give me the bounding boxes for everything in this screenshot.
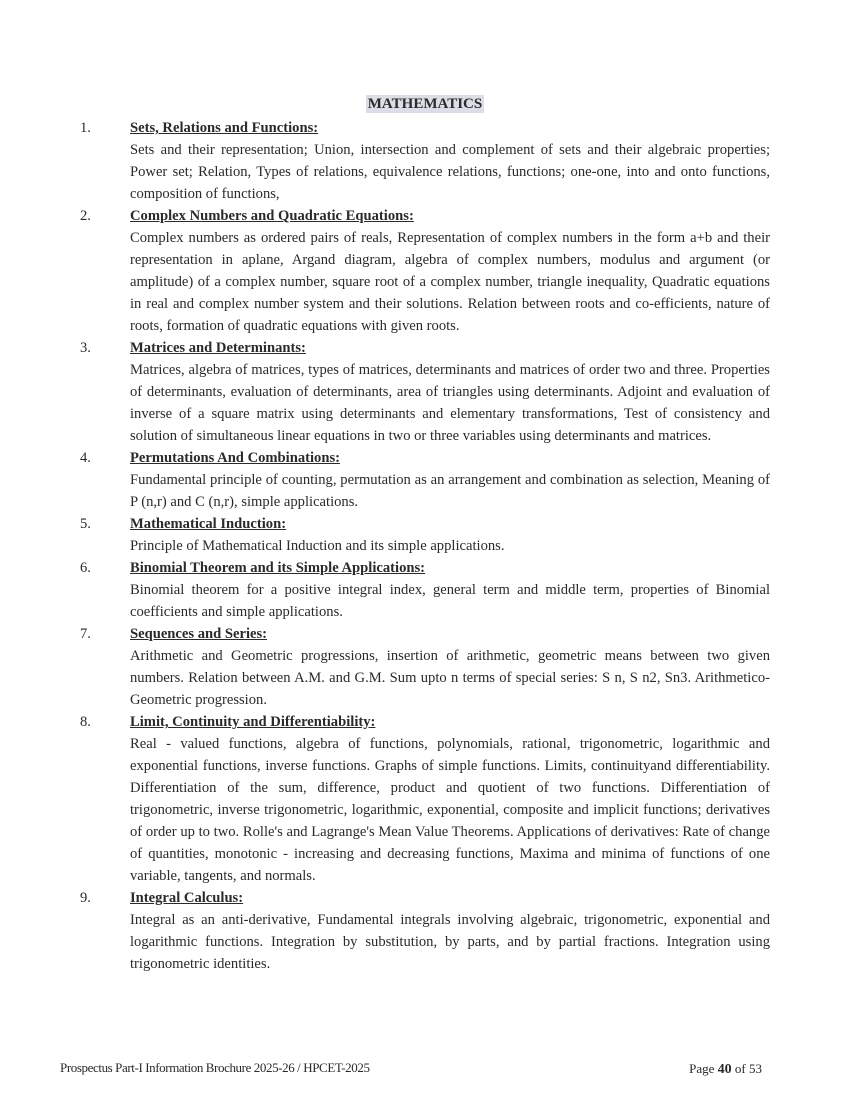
section-number: 3. — [80, 340, 91, 356]
section-6 — [0, 557, 850, 623]
section-heading: Sets, Relations and Functions: — [130, 120, 319, 136]
section-heading: Sequences and Series: — [130, 626, 268, 642]
page-current: 40 — [717, 1062, 732, 1077]
page-prefix: Page — [689, 1061, 715, 1076]
section-content — [130, 557, 770, 623]
section-number: 5. — [80, 516, 91, 532]
section-heading: Integral Calculus: — [130, 890, 244, 906]
section-7 — [0, 623, 850, 711]
section-number: 4. — [80, 450, 91, 466]
section-content — [130, 887, 770, 975]
section-body: Arithmetic and Geometric progressions, insertion of arithmetic, geometric means between two given numbers. Relation between A.M. and G.M. Sum upto n terms of special series: S n, S n2, Sn3. Arithmetico-Geometric progression. — [130, 648, 770, 708]
section-body: Matrices, algebra of matrices, types of matrices, determinants and matrices of order two and three. Properties of determinants, evaluation of determinants, area of triangles using determinants. Adjoint and evaluation of inverse of a square matrix using determinants and elementary transformations, Test of consistency and solution of simultaneous linear equations in two or three variables using determinants and matrices. — [130, 362, 770, 444]
section-3 — [0, 337, 850, 447]
section-content — [130, 447, 770, 513]
section-body: Complex numbers as ordered pairs of reals, Representation of complex numbers in the form a+b and their representation in aplane, Argand diagram, algebra of complex numbers, modulus and argument (or amplitude) of a complex number, square root of a complex number, triangle inequality, Quadratic equations in real and complex number system and their solutions. Relation between roots and co-efficients, nature of roots, formation of quadratic equations with given roots. — [130, 230, 770, 334]
page-title — [0, 96, 850, 113]
section-body: Principle of Mathematical Induction and its simple applications. — [130, 538, 505, 554]
section-heading: Mathematical Induction: — [130, 516, 287, 532]
section-number: 9. — [80, 890, 91, 906]
section-body: Real - valued functions, algebra of functions, polynomials, rational, trigonometric, logarithmic and exponential functions, inverse functions. Graphs of simple functions. Limits, continuityand differentiability. Differentiation of the sum, difference, product and quotient of two functions. Differentiation of trigonometric, inverse trigonometric, logarithmic, exponential, composite and implicit functions; derivatives of order up to two. Rolle's and Lagrange's Mean Value Theorems. Applications of derivatives: Rate of change of quantities, monotonic - increasing and decreasing functions, Maxima and minima of functions of one variable, tangents, and normals. — [130, 736, 770, 884]
section-heading: Matrices and Determinants: — [130, 340, 306, 356]
page-total: of 53 — [734, 1061, 762, 1076]
page-number — [689, 1061, 762, 1078]
section-content — [130, 623, 770, 711]
section-heading: Complex Numbers and Quadratic Equations: — [130, 208, 414, 224]
section-body: Integral as an anti-derivative, Fundamental integrals involving algebraic, trigonometric, exponential and logarithmic functions. Integration by substitution, by parts, and by partial fractions. Integration using trigonometric identities. — [130, 912, 770, 972]
section-body: Binomial theorem for a positive integral index, general term and middle term, properties of Binomial coefficients and simple applications. — [130, 582, 770, 620]
section-1 — [0, 117, 850, 205]
section-number: 1. — [80, 120, 91, 136]
footer-brochure-title: Prospectus Part-I Information Brochure 2025-26 / HPCET-2025 — [60, 1060, 370, 1075]
section-number: 2. — [80, 208, 91, 224]
section-content — [130, 205, 770, 337]
section-4 — [0, 447, 850, 513]
section-2 — [0, 205, 850, 337]
section-heading: Limit, Continuity and Differentiability: — [130, 714, 376, 730]
section-number: 7. — [80, 626, 91, 642]
section-body: Sets and their representation; Union, intersection and complement of sets and their algebraic properties; Power set; Relation, Types of relations, equivalence relations, functions; one-one, into and onto functions, composition of functions, — [130, 142, 770, 202]
section-content — [130, 117, 770, 205]
page-title-text: MATHEMATICS — [367, 96, 483, 112]
section-5 — [0, 513, 850, 557]
section-number: 6. — [80, 560, 91, 576]
section-content — [130, 711, 770, 887]
section-heading: Permutations And Combinations: — [130, 450, 341, 466]
section-heading: Binomial Theorem and its Simple Applications: — [130, 560, 426, 576]
section-8 — [0, 711, 850, 887]
section-9 — [0, 887, 850, 975]
syllabus-sections — [0, 117, 850, 975]
section-content — [130, 513, 770, 557]
section-body: Fundamental principle of counting, permutation as an arrangement and combination as selection, Meaning of P (n,r) and C (n,r), simple applications. — [130, 472, 770, 510]
section-number: 8. — [80, 714, 91, 730]
section-content — [130, 337, 770, 447]
